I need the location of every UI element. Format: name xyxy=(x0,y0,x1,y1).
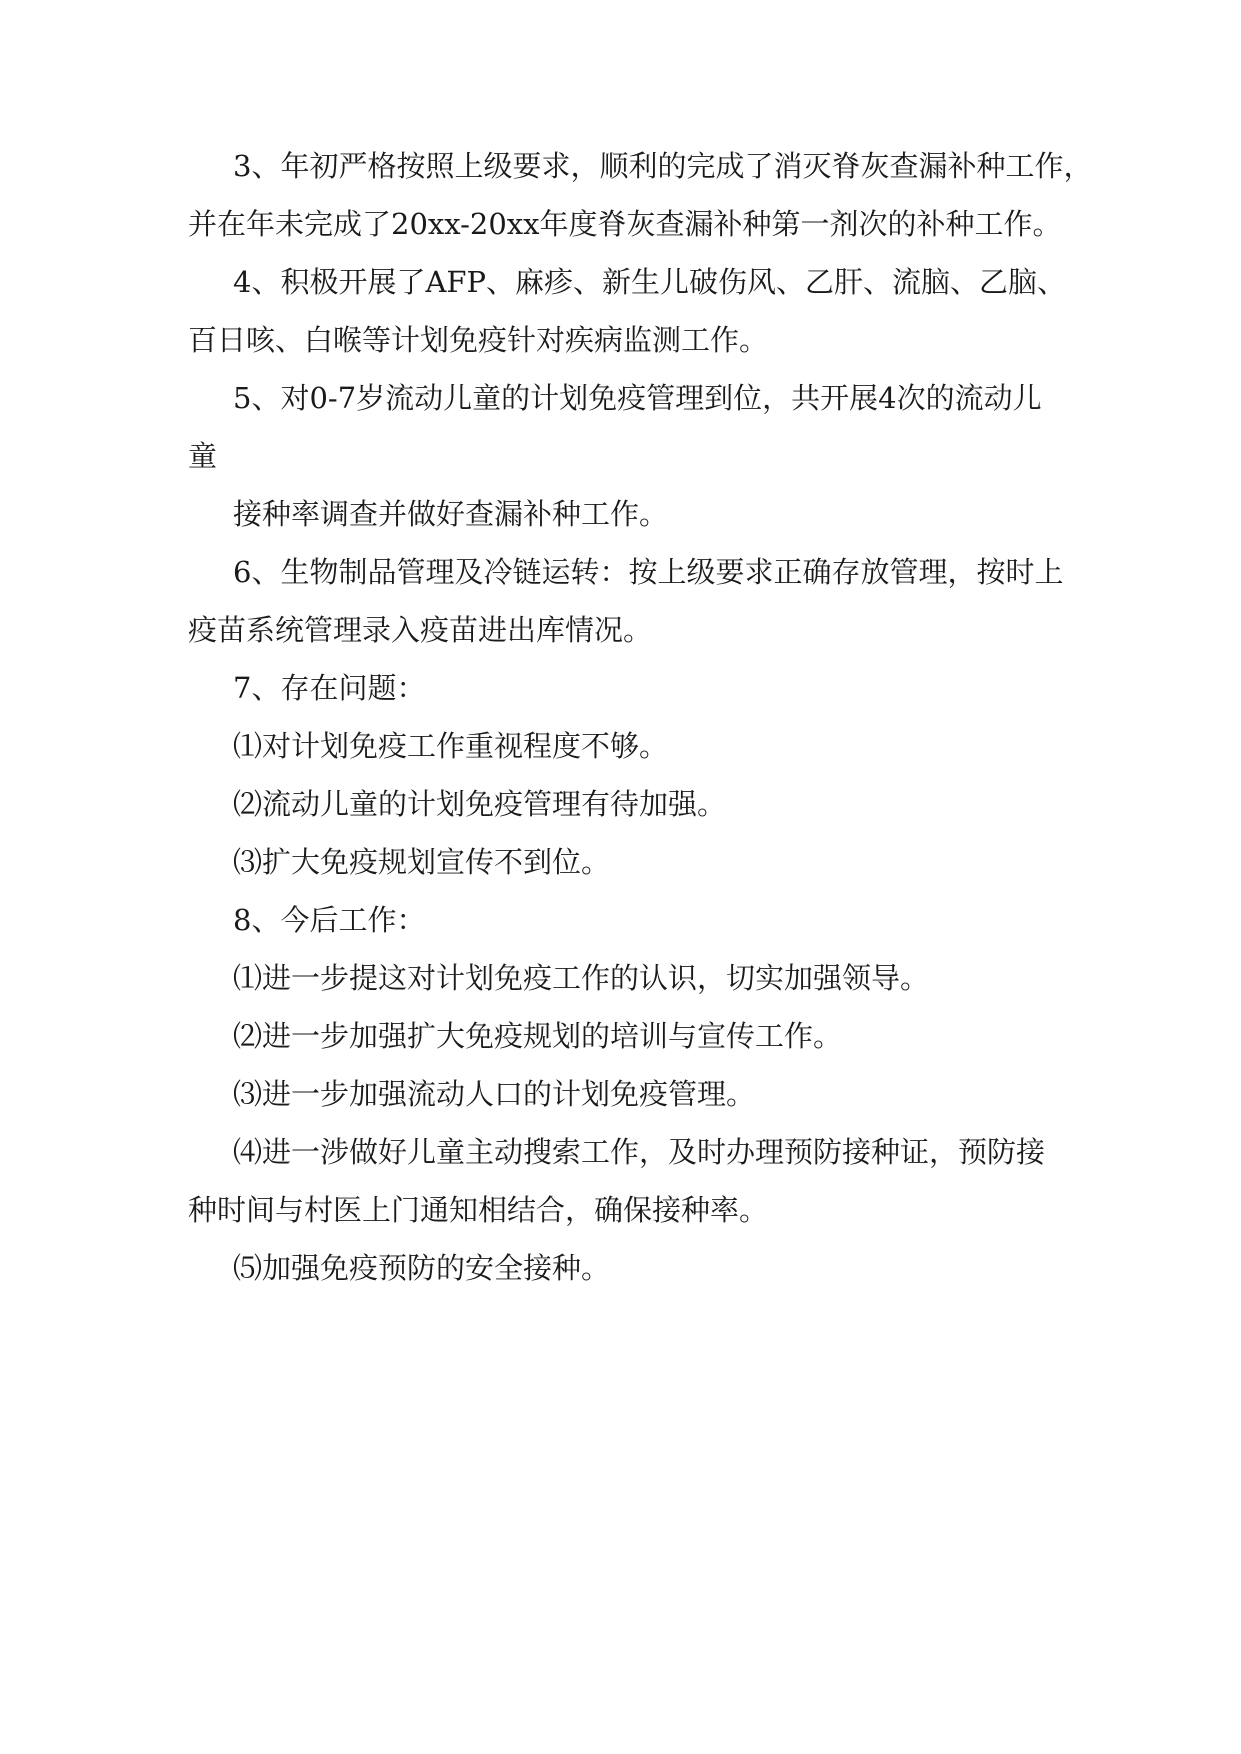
paragraph-line-item4: 4、积极开展了AFP、麻疹、新生儿破伤风、乙肝、流脑、乙脑、 xyxy=(233,265,1067,299)
future-work-item-3: ⑶进一步加强流动人口的计划免疫管理。 xyxy=(233,1077,756,1111)
problem-item-3: ⑶扩大免疫规划宣传不到位。 xyxy=(233,845,611,879)
paragraph-line-item3: 3、年初严格按照上级要求，顺利的完成了消灭脊灰查漏补种工作， xyxy=(233,149,1093,183)
problem-item-1: ⑴对计划免疫工作重视程度不够。 xyxy=(233,729,669,763)
problem-item-2: ⑵流动儿童的计划免疫管理有待加强。 xyxy=(233,787,727,821)
future-work-item-4: ⑷进一涉做好儿童主动搜索工作，及时办理预防接种证，预防接 xyxy=(233,1135,1046,1169)
future-work-item-1: ⑴进一步提这对计划免疫工作的认识，切实加强领导。 xyxy=(233,961,930,995)
paragraph-line-item5: 5、对0-7岁流动儿童的计划免疫管理到位，共开展4次的流动儿 xyxy=(233,381,1042,415)
paragraph-line-item4-continued: 百日咳、白喉等计划免疫针对疾病监测工作。 xyxy=(188,323,769,357)
paragraph-line-item3-continued: 并在年未完成了20xx-20xx年度脊灰查漏补种第一剂次的补种工作。 xyxy=(188,207,1062,241)
paragraph-line-item5-continued: 童 xyxy=(188,439,218,473)
future-work-item-4-continued: 种时间与村医上门通知相结合，确保接种率。 xyxy=(188,1193,769,1227)
heading-existing-problems: 7、存在问题： xyxy=(233,671,426,705)
future-work-item-2: ⑵进一步加强扩大免疫规划的培训与宣传工作。 xyxy=(233,1019,843,1053)
paragraph-line-item6-continued: 疫苗系统管理录入疫苗进出库情况。 xyxy=(188,613,653,647)
heading-future-work: 8、今后工作： xyxy=(233,903,426,937)
paragraph-line-item5-tail: 接种率调查并做好查漏补种工作。 xyxy=(233,497,669,531)
paragraph-line-item6: 6、生物制品管理及冷链运转：按上级要求正确存放管理，按时上 xyxy=(233,555,1064,589)
future-work-item-5: ⑸加强免疫预防的安全接种。 xyxy=(233,1251,611,1285)
